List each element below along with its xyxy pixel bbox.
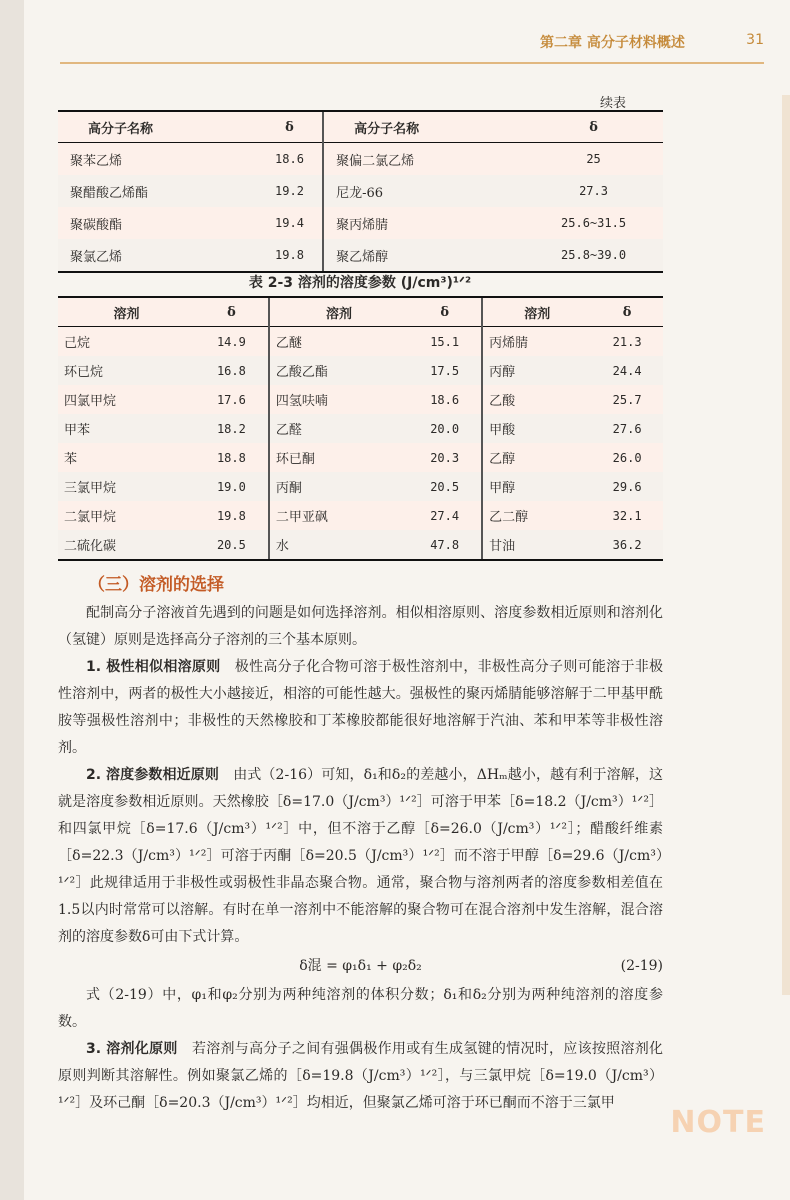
table-cell: 苯 — [58, 443, 195, 472]
page-number: 31 — [746, 32, 764, 48]
table-cell: 丙醇 — [482, 356, 591, 385]
column-header: δ — [524, 111, 663, 143]
table-row — [58, 414, 663, 443]
formula: δ混 = φ₁δ₁ + φ₂δ₂ — [299, 958, 422, 974]
table-cell: 26.0 — [591, 443, 663, 472]
table-row — [58, 239, 663, 272]
table-cell: 四氢呋喃 — [269, 385, 408, 414]
table-cell: 二甲亚砜 — [269, 501, 408, 530]
table-cell: 丙烯腈 — [482, 327, 591, 357]
table-cell: 乙醇 — [482, 443, 591, 472]
table-cell: 27.6 — [591, 414, 663, 443]
column-header: 溶剂 — [269, 297, 408, 327]
note-watermark-logo: NOTE — [670, 1105, 766, 1140]
table-cell: 丙酮 — [269, 472, 408, 501]
table-cell: 16.8 — [195, 356, 269, 385]
principle-1-body: 极性高分子化合物可溶于极性溶剂中，非极性高分子则可能溶于非极性溶剂中，两者的极性大小越接近，相溶的可能性越大。强极性的聚丙烯腈能够溶解于二甲基甲酰胺等强极性溶剂中；非极性的天然橡胶和丁苯橡胶都能很好地溶解于汽油、苯和甲苯等非极性溶剂。 — [58, 659, 664, 756]
column-header: δ — [257, 111, 323, 143]
table-header-row — [58, 111, 663, 143]
table-cell: 乙醚 — [269, 327, 408, 357]
table-cell: 聚碳酸酯 — [58, 207, 257, 239]
header-rule — [60, 62, 764, 64]
table-cell: 聚丙烯腈 — [323, 207, 524, 239]
principle-3-paragraph — [58, 1036, 663, 1117]
table-continued-label: 续表 — [600, 96, 627, 111]
table-cell: 47.8 — [408, 530, 482, 560]
table-cell: 18.8 — [195, 443, 269, 472]
table-cell: 环已烷 — [58, 356, 195, 385]
table-cell: 乙二醇 — [482, 501, 591, 530]
column-header: δ — [195, 297, 269, 327]
principle-3-body: 若溶剂与高分子之间有强偶极作用或有生成氢键的情况时，应该按照溶剂化原则判断其溶解性。例如聚氯乙烯的［δ=19.8（J/cm³）¹ᐟ²］，与三氯甲烷［δ=19.0（J/cm³）¹ᐟ²］及环己酮［δ=20.3（J/cm³）¹ᐟ²］均相近，但聚氯乙烯可溶于环已酮而不溶于三氯甲 — [58, 1041, 664, 1111]
table-cell: 二硫化碳 — [58, 530, 195, 560]
table-cell: 14.9 — [195, 327, 269, 357]
table-cell: 25.6~31.5 — [524, 207, 663, 239]
table-cell: 17.5 — [408, 356, 482, 385]
table-cell: 17.6 — [195, 385, 269, 414]
formula-block — [58, 953, 663, 980]
chapter-title: 第二章 高分子材料概述 — [540, 35, 685, 51]
solvent-parameter-table — [58, 296, 663, 561]
table-cell: 27.3 — [524, 175, 663, 207]
table-row — [58, 501, 663, 530]
body-text — [58, 600, 663, 1117]
table-row — [58, 530, 663, 560]
table-row — [58, 443, 663, 472]
table-cell: 水 — [269, 530, 408, 560]
table-cell: 19.4 — [257, 207, 323, 239]
table-cell: 甲酸 — [482, 414, 591, 443]
column-header: δ — [591, 297, 663, 327]
principle-1-paragraph — [58, 654, 663, 762]
running-header — [540, 32, 764, 52]
table-cell: 20.5 — [195, 530, 269, 560]
table-row — [58, 175, 663, 207]
table-cell: 18.2 — [195, 414, 269, 443]
table-cell: 甲苯 — [58, 414, 195, 443]
table-cell: 甘油 — [482, 530, 591, 560]
table-cell: 32.1 — [591, 501, 663, 530]
table-cell: 21.3 — [591, 327, 663, 357]
table-cell: 聚醋酸乙烯酯 — [58, 175, 257, 207]
sidebar-accent — [782, 95, 790, 995]
column-header: δ — [408, 297, 482, 327]
polymer-solubility-table — [58, 110, 663, 273]
table-cell: 二氯甲烷 — [58, 501, 195, 530]
table-cell: 己烷 — [58, 327, 195, 357]
table-cell: 甲醇 — [482, 472, 591, 501]
table-cell: 乙酸乙酯 — [269, 356, 408, 385]
table-cell: 18.6 — [257, 143, 323, 176]
table-cell: 尼龙-66 — [323, 175, 524, 207]
table-cell: 环已酮 — [269, 443, 408, 472]
principle-2-paragraph — [58, 762, 663, 951]
table-cell: 24.4 — [591, 356, 663, 385]
column-header: 溶剂 — [58, 297, 195, 327]
intro-paragraph: 配制高分子溶液首先遇到的问题是如何选择溶剂。相似相溶原则、溶度参数相近原则和溶剂化（氢键）原则是选择高分子溶剂的三个基本原则。 — [58, 605, 663, 648]
column-header: 高分子名称 — [323, 111, 524, 143]
table-header-row — [58, 297, 663, 327]
table-caption: 表 2-3 溶剂的溶度参数 (J/cm³)¹ᐟ² — [248, 275, 472, 291]
table-row — [58, 143, 663, 176]
table-row — [58, 472, 663, 501]
table-cell: 18.6 — [408, 385, 482, 414]
table-cell: 25.8~39.0 — [524, 239, 663, 272]
table-row — [58, 356, 663, 385]
table-cell: 19.8 — [257, 239, 323, 272]
table-cell: 19.8 — [195, 501, 269, 530]
table-cell: 聚乙烯醇 — [323, 239, 524, 272]
table-cell: 20.5 — [408, 472, 482, 501]
table-row — [58, 327, 663, 357]
principle-1-title: 1. 极性相似相溶原则 — [86, 659, 221, 675]
column-header: 溶剂 — [482, 297, 591, 327]
table-cell: 20.0 — [408, 414, 482, 443]
table-cell: 四氯甲烷 — [58, 385, 195, 414]
table-cell: 36.2 — [591, 530, 663, 560]
principle-3-title: 3. 溶剂化原则 — [86, 1041, 178, 1057]
table-row — [58, 207, 663, 239]
table-cell: 15.1 — [408, 327, 482, 357]
formula-number: (2-19) — [620, 958, 663, 974]
table-cell: 19.0 — [195, 472, 269, 501]
table-cell: 乙酸 — [482, 385, 591, 414]
table-cell: 20.3 — [408, 443, 482, 472]
table-cell: 27.4 — [408, 501, 482, 530]
table-row — [58, 385, 663, 414]
principle-2-body: 由式（2-16）可知，δ₁和δ₂的差越小，ΔHₘ越小，越有利于溶解，这就是溶度参数相近原则。天然橡胶［δ=17.0（J/cm³）¹ᐟ²］可溶于甲苯［δ=18.2（J/cm³）¹ᐟ²］和四氯甲烷［δ=17.6（J/cm³）¹ᐟ²］中，但不溶于乙醇［δ=26.0（J/cm³）¹ᐟ²］；醋酸纤维素［δ=22.3（J/cm³）¹ᐟ²］可溶于丙酮［δ=20.5（J/cm³）¹ᐟ²］而不溶于甲醇［δ=29.6（J/cm³）¹ᐟ²］此规律适用于非极性或弱极性非晶态聚合物。通常，聚合物与溶剂两者的溶度参数相差值在1.5以内时常常可以溶解。有时在单一溶剂中不能溶解的聚合物可在混合溶剂中发生溶解，混合溶剂的溶度参数δ可由下式计算。 — [58, 767, 663, 945]
table-cell: 25.7 — [591, 385, 663, 414]
section-heading: （三）溶剂的选择 — [88, 575, 224, 595]
page-edge-shadow — [0, 0, 24, 1200]
table-cell: 三氯甲烷 — [58, 472, 195, 501]
column-header: 高分子名称 — [58, 111, 257, 143]
formula-note: 式（2-19）中，φ₁和φ₂分别为两种纯溶剂的体积分数；δ₁和δ₂分别为两种纯溶剂的溶度参数。 — [58, 987, 663, 1030]
table-cell: 乙醛 — [269, 414, 408, 443]
table-cell: 25 — [524, 143, 663, 176]
table-cell: 聚苯乙烯 — [58, 143, 257, 176]
table-cell: 29.6 — [591, 472, 663, 501]
principle-2-title: 2. 溶度参数相近原则 — [86, 767, 220, 783]
table-cell: 聚偏二氯乙烯 — [323, 143, 524, 176]
table-cell: 聚氯乙烯 — [58, 239, 257, 272]
table-cell: 19.2 — [257, 175, 323, 207]
